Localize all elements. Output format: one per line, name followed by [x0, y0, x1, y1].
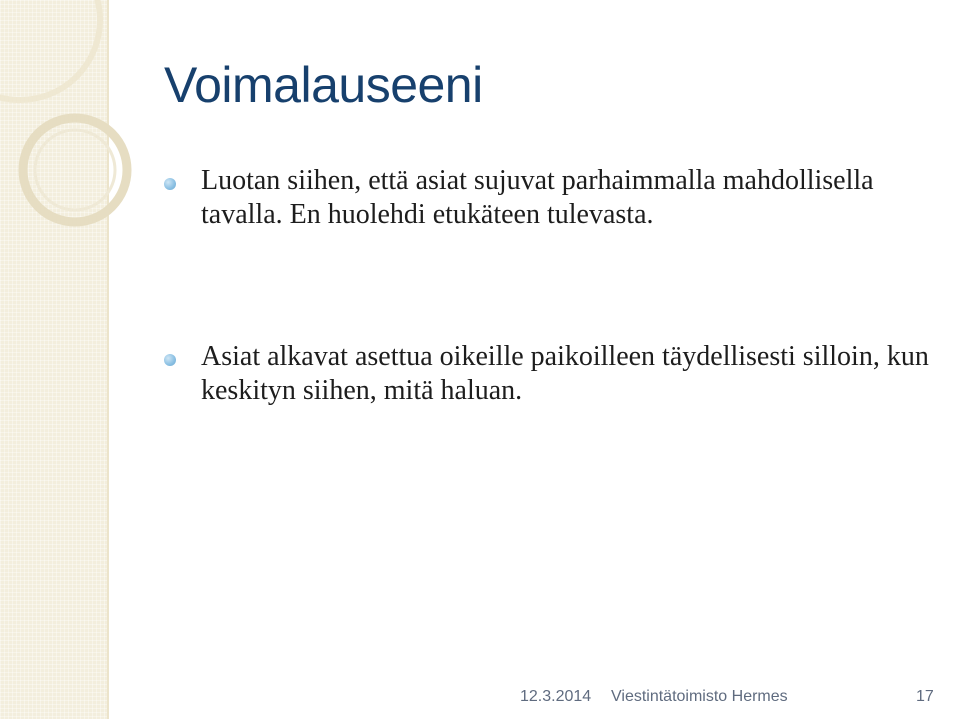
bullet-dot-icon	[164, 354, 176, 366]
bullet-text: Luotan siihen, että asiat sujuvat parhaimmalla mahdollisella tavalla. En huolehdi etukäteen tulevasta.	[201, 165, 874, 230]
slide-title: Voimalauseeni	[164, 57, 483, 113]
bullet-text: Asiat alkavat asettua oikeille paikoilleen täydellisesti silloin, kun keskityn siihen, mitä haluan.	[201, 341, 929, 406]
footer-page-number: 17	[916, 688, 934, 705]
bullet-item	[164, 164, 934, 232]
bullet-item	[164, 340, 934, 408]
footer-date: 12.3.2014	[520, 688, 592, 705]
bullet-dot-icon	[164, 178, 176, 190]
circle-ornament-icon	[0, 0, 160, 260]
footer-organization: Viestintätoimisto Hermes	[611, 688, 788, 705]
